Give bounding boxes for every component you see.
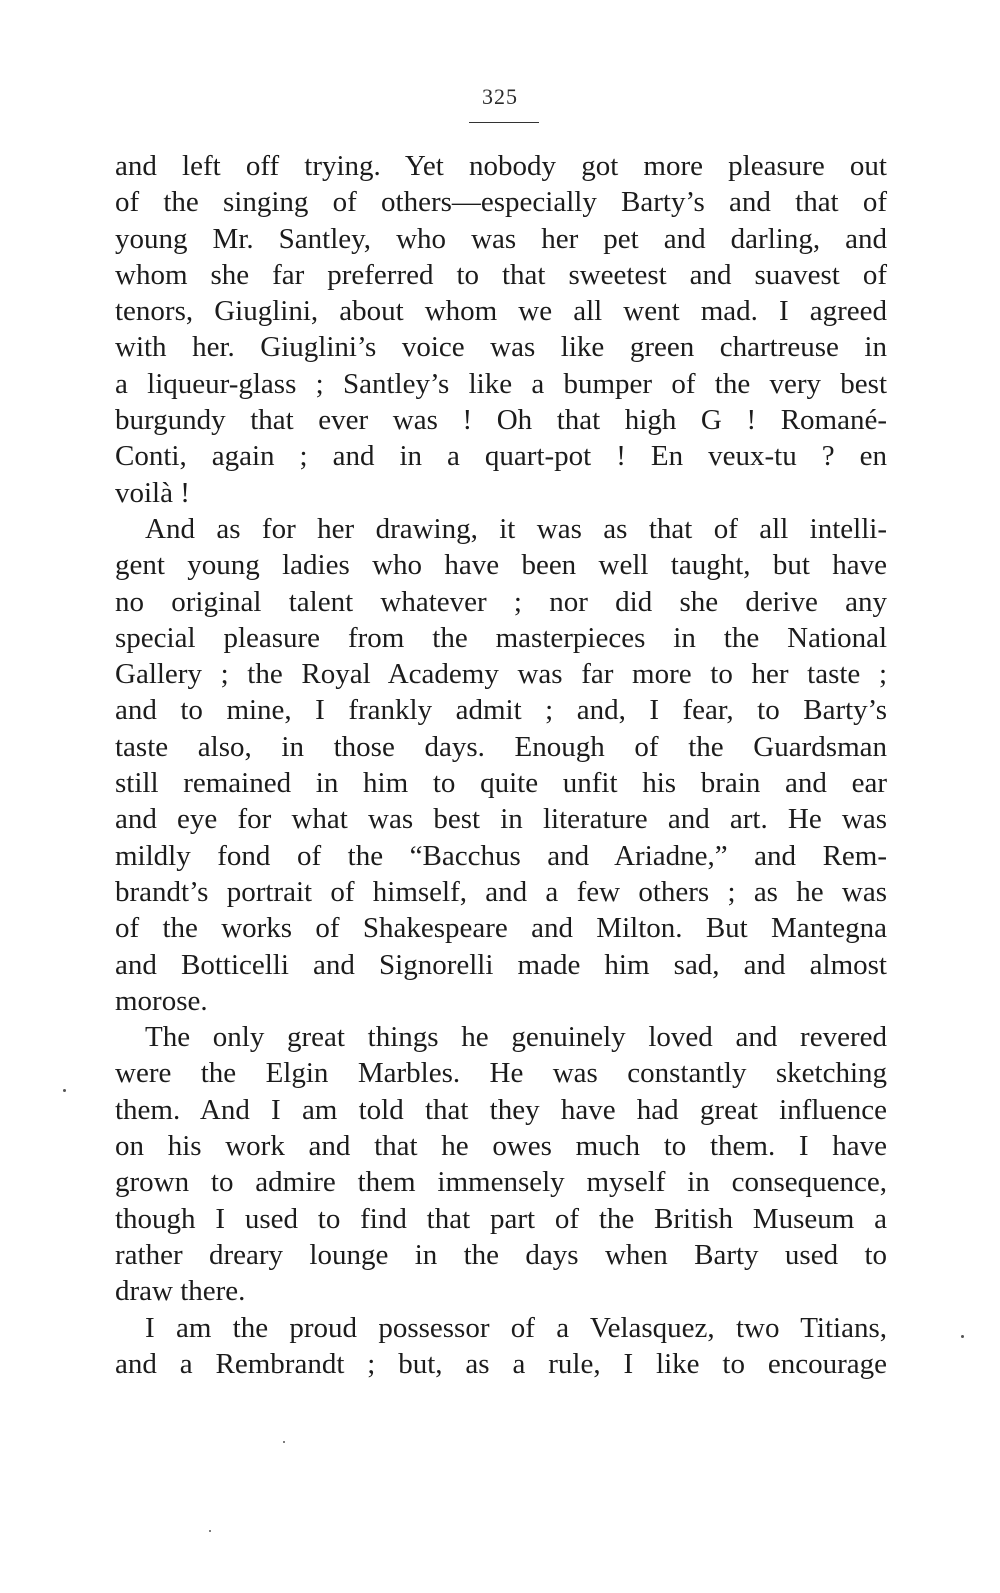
text-line: were the Elgin Marbles. He was constantly sketching [115,1057,887,1090]
scan-speck [961,1335,964,1338]
text-line: whom she far preferred to that sweetest and suavest of [115,258,887,291]
text-line: of the singing of others—especially Barty’s and that of [115,186,887,219]
text-line: no original talent whatever ; nor did she derive any [115,585,887,618]
text-line: brandt’s portrait of himself, and a few others ; as he was [115,875,887,908]
text-line: and Botticelli and Signorelli made him sad, and almost [115,948,887,981]
text-line: still remained in him to quite unfit his brain and ear [115,767,887,800]
text-line: And as for her drawing, it was as that of all intelli- [145,512,887,545]
text-line: and to mine, I frankly admit ; and, I fear, to Barty’s [115,694,887,727]
text-line: special pleasure from the masterpieces in the National [115,621,887,654]
text-line: draw there. [115,1275,246,1308]
paragraph-2 [115,511,887,1019]
scan-speck [283,1441,285,1443]
text-line: Gallery ; the Royal Academy was far more to her taste ; [115,658,887,691]
text-line: rather dreary lounge in the days when Barty used to [115,1238,887,1271]
text-line: voilà ! [115,476,190,509]
text-line: though I used to find that part of the British Museum a [115,1202,887,1235]
text-line: on his work and that he owes much to them. I have [115,1130,887,1163]
page-number: 325 [482,84,518,109]
paragraph-3 [115,1019,887,1309]
text-line: The only great things he genuinely loved and revered [145,1021,887,1054]
text-line: young Mr. Santley, who was her pet and darling, and [115,222,887,255]
text-line: and eye for what was best in literature and art. He was [115,803,887,836]
page-number-rule [469,122,539,123]
text-line: of the works of Shakespeare and Milton. But Mantegna [115,912,887,945]
body-text [115,148,887,1382]
text-line: taste also, in those days. Enough of the Guardsman [115,730,887,763]
text-line: a liqueur-glass ; Santley’s like a bumper of the very best [115,367,887,400]
text-line: gent young ladies who have been well taught, but have [115,549,887,582]
text-line: with her. Giuglini’s voice was like green chartreuse in [115,331,887,364]
text-line: Conti, again ; and in a quart-pot ! En veux-tu ? en [115,440,887,473]
text-line: burgundy that ever was ! Oh that high G ! Romané- [115,404,887,437]
text-line: tenors, Giuglini, about whom we all went mad. I agreed [115,295,887,328]
text-line: them. And I am told that they have had great influence [115,1093,887,1126]
text-line: I am the proud possessor of a Velasquez, two Titians, [145,1311,887,1344]
text-line: morose. [115,984,208,1017]
text-line: grown to admire them immensely myself in consequence, [115,1166,887,1199]
paragraph-1 [115,148,887,511]
text-line: mildly fond of the “Bacchus and Ariadne,” and Rem- [115,839,887,872]
scan-speck [63,1089,66,1092]
text-line: and left off trying. Yet nobody got more pleasure out [115,150,887,182]
scan-speck [209,1530,211,1532]
text-line: and a Rembrandt ; but, as a rule, I like to encourage [115,1347,887,1380]
paragraph-4 [115,1310,887,1383]
